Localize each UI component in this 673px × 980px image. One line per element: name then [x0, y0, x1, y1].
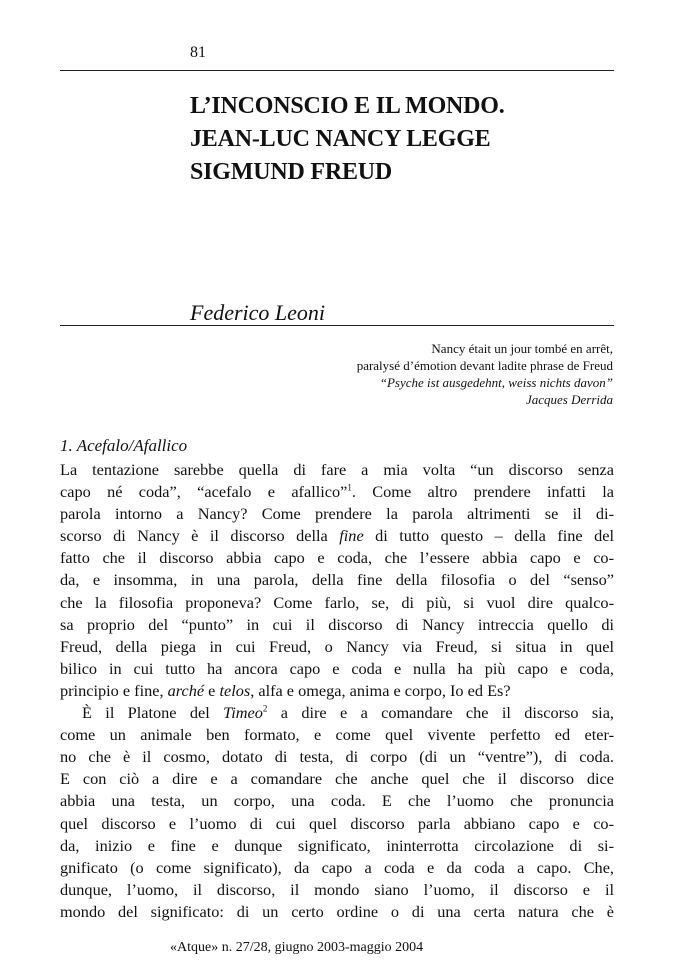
text-line: no che è il cosmo, dotato di testa, di corpo (di un “ventre”), di coda. [60, 747, 614, 767]
footnote-ref: 1 [347, 482, 352, 493]
text-line: fatto che il discorso abbia capo e coda, che l’essere abbia capo e co- [60, 548, 614, 568]
text-line: da, inizio e fine e dunque significato, ininterrotta circolazione di si- [60, 835, 614, 855]
title-line: SIGMUND FREUD [190, 159, 393, 185]
text-line: scorso di Nancy è il discorso della fine di tutto questo – della fine del [60, 526, 614, 546]
text-line: sa proprio del “punto” in cui il discorso di Nancy intreccia quello di [60, 614, 614, 634]
text-line: parola intorno a Nancy? Come prendere la parola altrimenti se il di- [60, 504, 614, 524]
text-line: quel discorso e l’uomo di cui quel discorso parla abbiano capo e co- [60, 813, 614, 833]
epigraph-line: Nancy était un jour tombé en arrêt, [431, 341, 613, 356]
text-line: abbia una testa, un corpo, una coda. E che l’uomo che pronuncia [60, 791, 614, 811]
text-line: come un animale ben formato, e come quel vivente perfetto ed eter- [60, 725, 614, 745]
text-line: che la filosofia proponeva? Come farlo, se, di più, si vuol dire qualco- [60, 592, 614, 612]
text-line: principio e fine, arché e telos, alfa e omega, anima e corpo, Io ed Es? [60, 680, 511, 700]
text-line: da, e insomma, in una parola, della fine della filosofia o del “senso” [60, 570, 614, 590]
text-line: gnificato (o come significato), da capo a coda e da coda a capo. Che, [60, 857, 614, 877]
text-line: Freud, della piega in cui Freud, o Nancy via Freud, si situa in quel [60, 636, 614, 656]
footnote-ref: 2 [262, 703, 268, 714]
footer-citation: «Atque» n. 27/28, giugno 2003-maggio 2004 [170, 940, 424, 955]
text-line: mondo del significato: di un certo ordine o di una certa natura che è [60, 901, 614, 921]
section-heading: 1. Acefalo/Afallico [60, 436, 188, 455]
text-line: E con ciò a dire e a comandare che anche quel che il discorso dice [60, 769, 614, 789]
epigraph-quote: “Psyche ist ausgedehnt, weiss nichts davon” [379, 375, 613, 390]
text-line: La tentazione sarebbe quella di fare a mia volta “un discorso senza [60, 460, 614, 479]
title-line: JEAN-LUC NANCY LEGGE [190, 126, 491, 152]
author-name: Federico Leoni [190, 300, 326, 325]
author-rule [60, 325, 614, 326]
epigraph-line: paralysé d’émotion devant ladite phrase de Freud [356, 358, 613, 373]
header-rule [60, 70, 614, 71]
page-number: 81 [190, 44, 206, 61]
epigraph-attribution: Jacques Derrida [525, 392, 613, 407]
title-line: L’INCONSCIO E IL MONDO. [190, 93, 505, 119]
epigraph [357, 340, 613, 408]
text-line: bilico in cui tutto ha ancora capo e coda e nulla ha più capo e coda, [60, 658, 614, 678]
text-line: capo né coda”, “acefalo e afallico”$^1$. Come altro prendere infatti la [60, 482, 614, 502]
text-line: dunque, l’uomo, il discorso, il mondo siano l’uomo, il discorso e il [60, 879, 614, 899]
article-title [190, 90, 505, 189]
text-line: È il Platone del Timeo$^2$ a dire e a comandare che il discorso sia, [82, 703, 614, 723]
body-text [60, 459, 614, 923]
